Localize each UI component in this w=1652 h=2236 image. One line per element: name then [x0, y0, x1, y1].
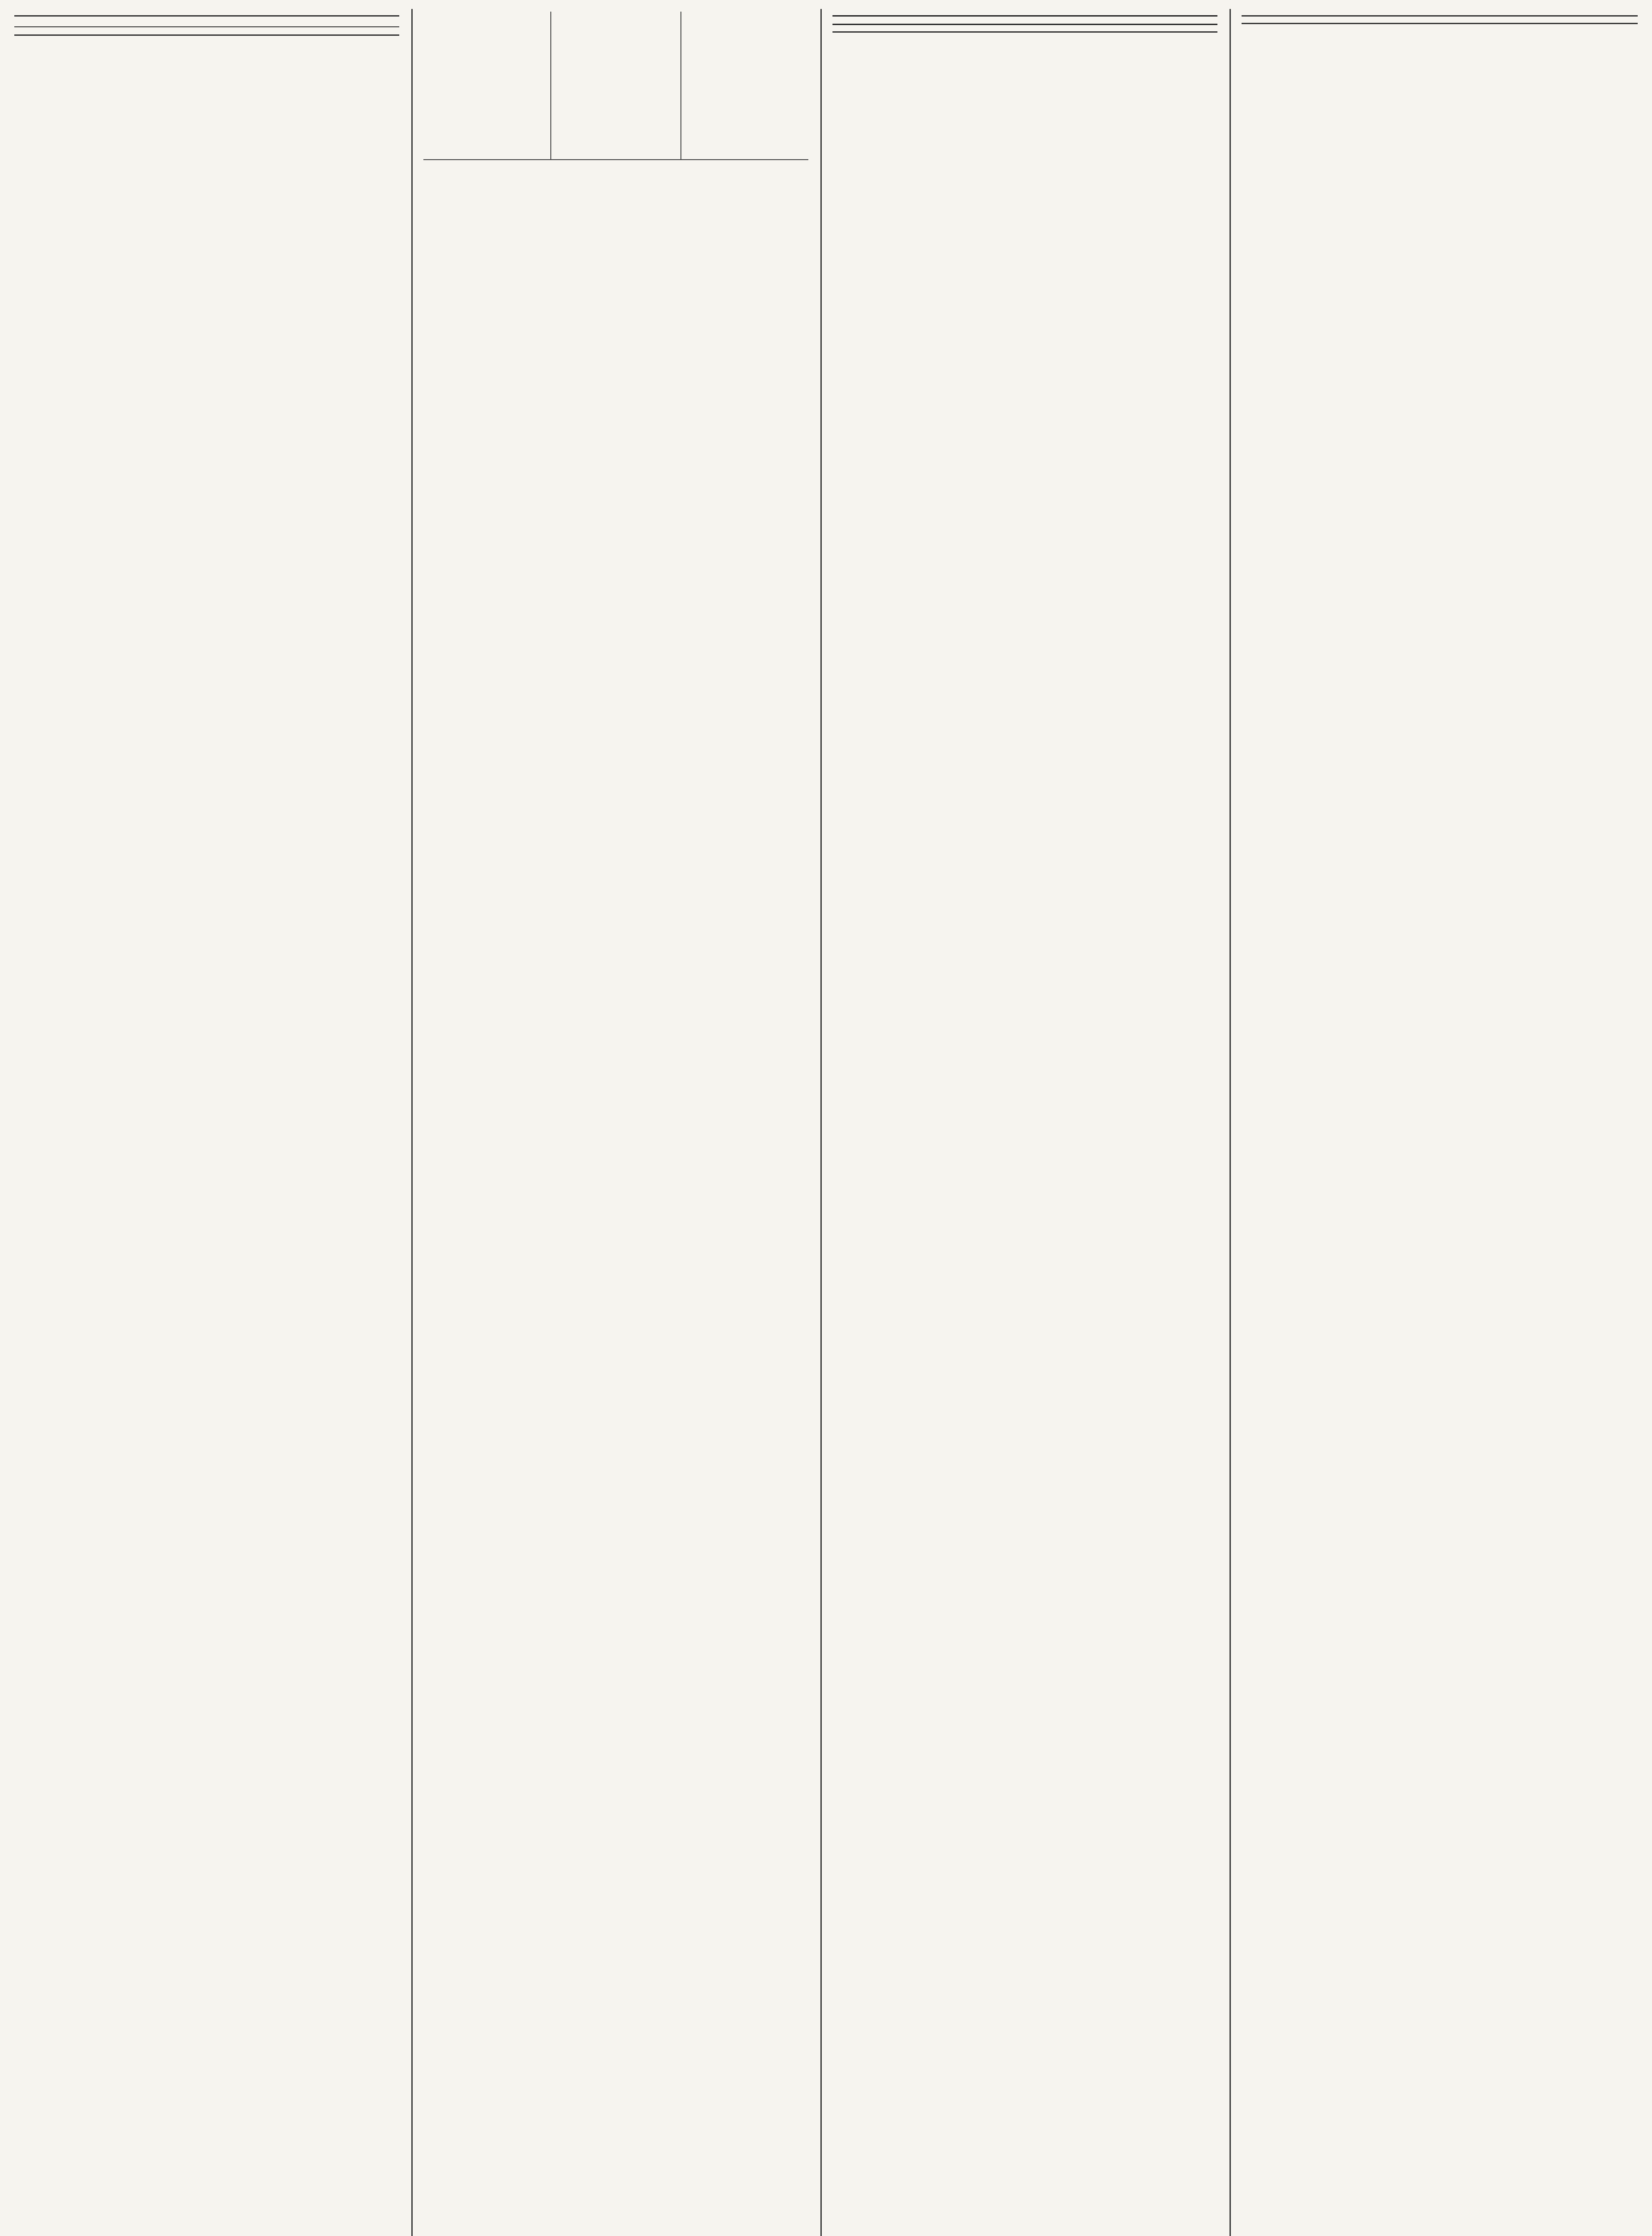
- divider: [1242, 15, 1638, 17]
- divider: [1242, 23, 1638, 24]
- divider: [832, 31, 1217, 33]
- banknotes-title: [14, 26, 399, 27]
- column-rule: [820, 9, 822, 2236]
- spirit-allocation-table: [423, 12, 808, 160]
- column-rule: [411, 9, 413, 2236]
- column-3: [823, 9, 1227, 2236]
- column-1: [4, 9, 409, 2236]
- column-2: [414, 9, 818, 2236]
- column-rule: [1229, 9, 1231, 2236]
- column-4: [1232, 9, 1648, 2236]
- divider: [14, 34, 399, 36]
- divider: [14, 15, 399, 17]
- spirit-col-other: [681, 12, 808, 160]
- foreign-markets-title: [832, 15, 1217, 25]
- spirit-col-distillery: [551, 12, 681, 160]
- spirit-col-basis: [423, 12, 551, 160]
